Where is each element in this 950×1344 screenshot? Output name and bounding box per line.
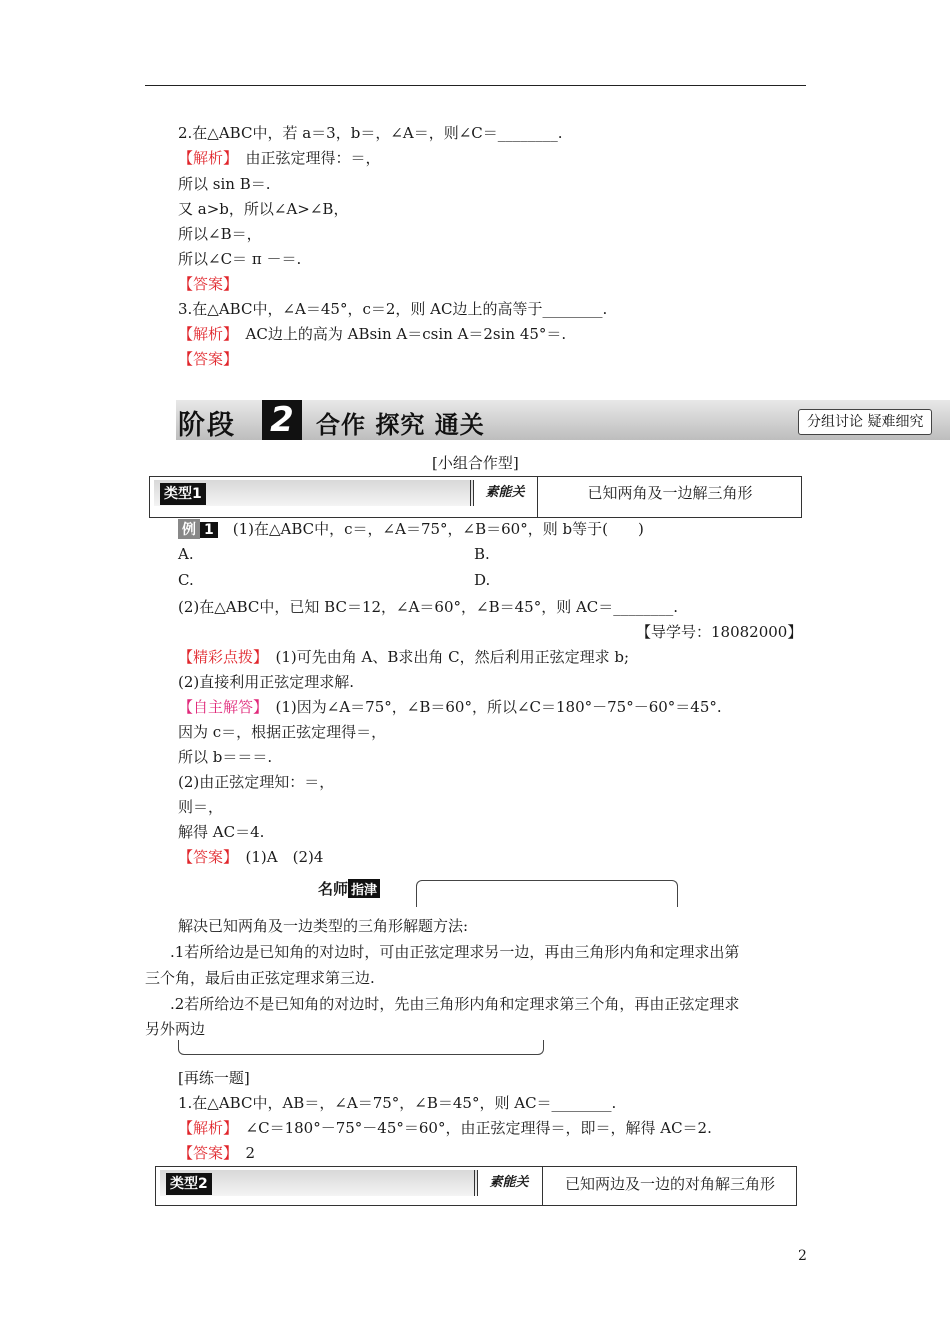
example-answer-tag: 【答案】 xyxy=(178,848,231,866)
stage-number: 2 xyxy=(262,400,302,440)
q2-line4: 所以∠C＝ π －＝. xyxy=(178,250,302,268)
q2-line2: 又 a>b，所以∠A>∠B， xyxy=(178,200,349,218)
q2-jiexi-tag: 【解析】 xyxy=(178,149,231,167)
q3-answer-tag: 【答案】 xyxy=(178,350,239,368)
method-p2b: 另外两边 xyxy=(145,1020,206,1038)
option-d: D. xyxy=(474,571,491,589)
q2-jiexi-text: 由正弦定理得：＝， xyxy=(245,149,381,167)
type2-badge: 类型2 xyxy=(166,1173,212,1195)
zizhu-text1: (1)因为∠A＝75°，∠B＝60°，所以∠C＝180°－75°－60°＝45°. xyxy=(275,698,722,716)
jingcai-line1 xyxy=(178,646,629,667)
page-number: 2 xyxy=(798,1248,807,1264)
zizhu-tag: 【自主解答】 xyxy=(178,698,261,716)
example-line xyxy=(178,518,644,539)
mingshi-close-bracket xyxy=(178,1040,544,1055)
mingshi-label xyxy=(318,878,380,899)
example-answer-value: (1)A (2)4 xyxy=(245,848,324,866)
type1-box xyxy=(149,476,802,518)
zizhu-line4: (2)由正弦定理知：＝， xyxy=(178,773,335,791)
example-stem: (1)在△ABC中，c＝，∠A＝75°，∠B＝60°，则 b等于( ) xyxy=(232,520,644,538)
option-c: C. xyxy=(178,571,194,589)
q2-line1: 所以 sin B＝. xyxy=(178,175,271,193)
type2-bar xyxy=(160,1170,478,1196)
stage-tag: 分组讨论 疑难细究 xyxy=(798,409,932,435)
zizhu-line5: 则＝， xyxy=(178,798,224,816)
practice-answer-line xyxy=(178,1142,255,1163)
stage-word: 阶段 xyxy=(178,410,236,441)
q3-stem: 3.在△ABC中，∠A＝45°，c＝2，则 AC边上的高等于________. xyxy=(178,300,608,318)
q3-jiexi-tag: 【解析】 xyxy=(178,325,231,343)
example-answer-line xyxy=(178,846,323,867)
zizhu-line6: 解得 AC＝4. xyxy=(178,823,265,841)
type1-bar xyxy=(154,480,474,506)
zizhu-line2: 因为 c＝，根据正弦定理得＝， xyxy=(178,723,387,741)
q2-jiexi-line xyxy=(178,147,381,168)
mingshi-tag: 指津 xyxy=(348,879,380,898)
example-badge: 例 xyxy=(178,519,200,539)
type1-title: 已知两角及一边解三角形 xyxy=(537,477,802,517)
method-p1a: .1若所给边是已知角的对边时，可由正弦定理求另一边，再由三角形内角和定理求出第 xyxy=(170,943,740,961)
mingshi-bracket xyxy=(416,880,678,907)
type1-sunen: 素能关 xyxy=(485,485,525,500)
q2-line3: 所以∠B＝， xyxy=(178,225,262,243)
mingshi-header xyxy=(316,878,676,908)
daoxue-number: 【导学号：18082000】 xyxy=(636,623,803,641)
mingshi-label-text: 名师 xyxy=(318,880,349,898)
practice-label: [再练一题] xyxy=(178,1069,250,1087)
type2-box xyxy=(155,1166,797,1206)
practice-jiexi-line xyxy=(178,1117,712,1138)
example-num: 1 xyxy=(200,522,218,538)
type2-sunen: 素能关 xyxy=(489,1175,529,1190)
method-p1b: 三个角，最后由正弦定理求第三边. xyxy=(145,969,375,987)
type1-badge: 类型1 xyxy=(160,483,206,505)
group-label: [小组合作型] xyxy=(432,454,519,472)
practice-jiexi-tag: 【解析】 xyxy=(178,1119,231,1137)
practice-jiexi-text: ∠C＝180°－75°－45°＝60°，由正弦定理得＝，即＝，解得 AC＝2. xyxy=(245,1119,712,1137)
zizhu-line3: 所以 b＝＝＝. xyxy=(178,748,273,766)
q2-answer-tag: 【答案】 xyxy=(178,275,239,293)
option-a: A. xyxy=(178,545,194,563)
jingcai-text1: (1)可先由角 A、B求出角 C，然后利用正弦定理求 b; xyxy=(275,648,630,666)
header-rule xyxy=(145,85,806,86)
zizhu-line1 xyxy=(178,696,722,717)
q3-jiexi-line xyxy=(178,323,566,344)
type2-title: 已知两边及一边的对角解三角形 xyxy=(542,1167,797,1205)
option-b: B. xyxy=(474,545,490,563)
practice-answer-tag: 【答案】 xyxy=(178,1144,231,1162)
method-intro: 解决已知两角及一边类型的三角形解题方法: xyxy=(178,917,469,935)
method-p2a: .2若所给边不是已知角的对边时，先由三角形内角和定理求第三个角，再由正弦定理求 xyxy=(170,995,740,1013)
q3-jiexi-text: AC边上的高为 ABsin A＝csin A＝2sin 45°＝. xyxy=(245,325,567,343)
q2-stem: 2.在△ABC中，若 a＝3，b＝，∠A＝，则∠C＝________. xyxy=(178,124,563,142)
practice-stem: 1.在△ABC中，AB＝，∠A＝75°，∠B＝45°，则 AC＝________. xyxy=(178,1094,617,1112)
jingcai-line2: (2)直接利用正弦定理求解. xyxy=(178,673,355,691)
example-part2: (2)在△ABC中，已知 BC＝12，∠A＝60°，∠B＝45°，则 AC＝________. xyxy=(178,598,679,616)
stage-banner xyxy=(176,400,950,440)
practice-answer-value: 2 xyxy=(245,1144,256,1162)
jingcai-tag: 【精彩点拨】 xyxy=(178,648,261,666)
stage-title: 合作 探究 通关 xyxy=(316,411,485,439)
